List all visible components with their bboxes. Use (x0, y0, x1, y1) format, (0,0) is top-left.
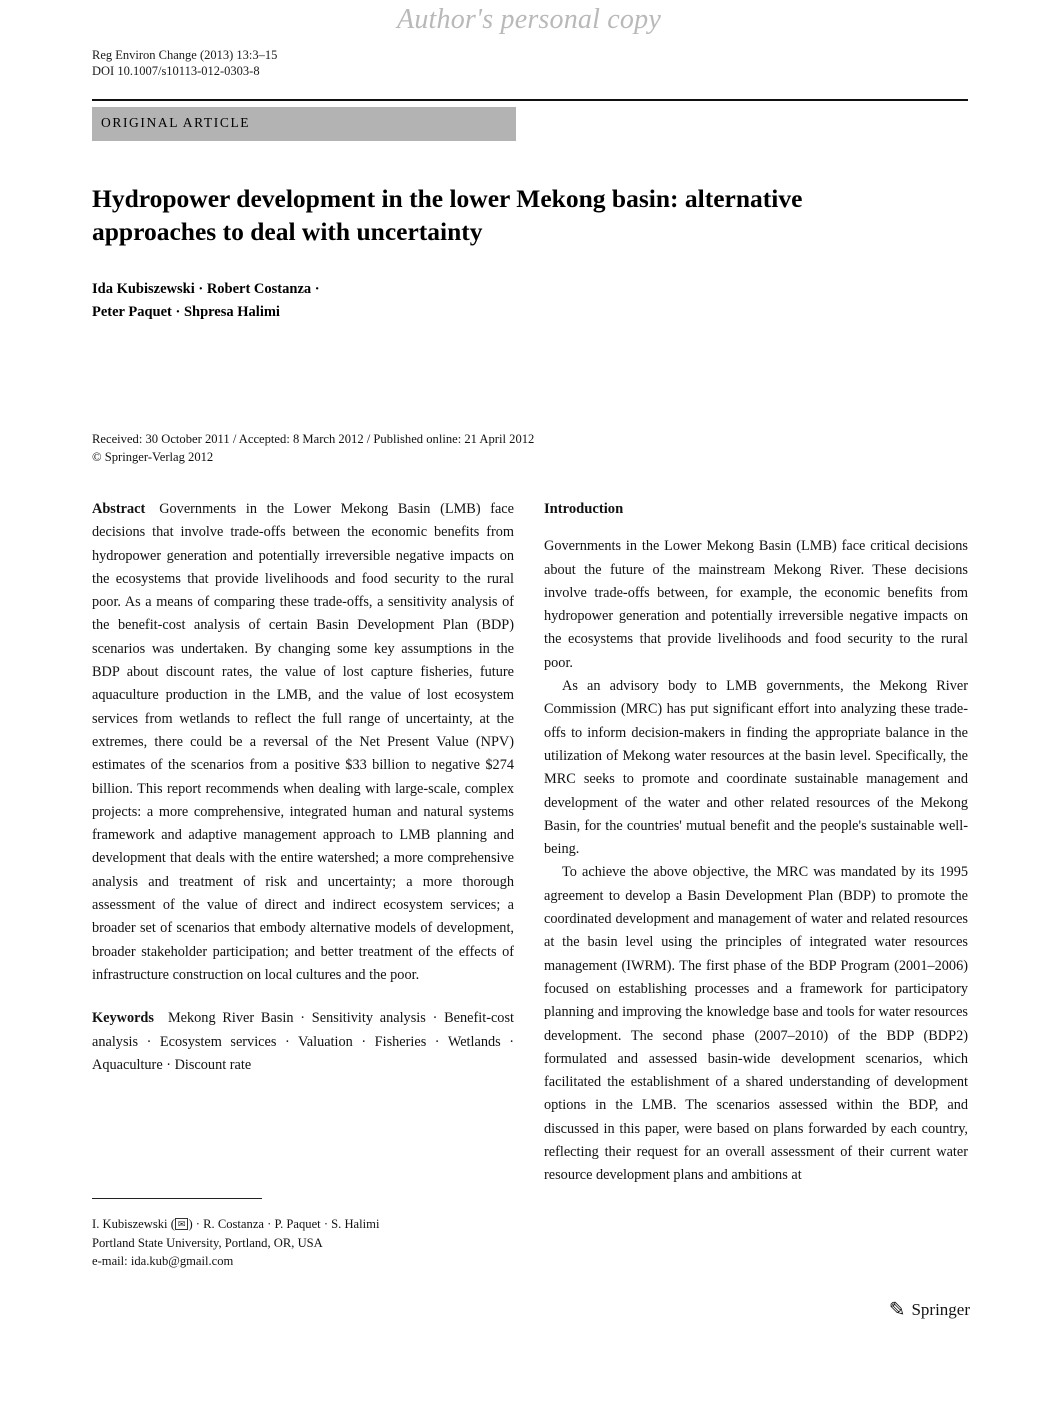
column-right (544, 498, 968, 1188)
article-type-label: ORIGINAL ARTICLE (101, 115, 251, 130)
section-heading-introduction: Introduction (544, 501, 624, 517)
springer-mark-icon: ✎ (888, 1299, 906, 1321)
correspondence-line-end: ) · R. Costanza · P. Paquet · S. Halimi (188, 1217, 380, 1231)
correspondence-line-start: I. Kubiszewski ( (92, 1217, 175, 1231)
journal-doi: DOI 10.1007/s10113-012-0303-8 (92, 64, 260, 78)
abstract-label: Abstract (92, 501, 146, 517)
intro-paragraph-2: As an advisory body to LMB governments, the Mekong River Commission (MRC) has put significant effort into analyzing these trade-offs to inform decision-makers in finding the appropriate balance in the utilization of Mekong water resources at the basin level. Specifically, the MRC seeks to promote and coordinate sustainable management and development of the water and other related resources of the Mekong Basin, for the countries' mutual benefit and the people's sustainable well-being. (544, 678, 968, 858)
keywords-paragraph (92, 1007, 514, 1077)
envelope-icon: ✉ (175, 1218, 189, 1230)
publication-dates: Received: 30 October 2011 / Accepted: 8 March 2012 / Published online: 21 April 2012 (92, 432, 535, 446)
intro-paragraph-3: To achieve the above objective, the MRC was mandated by its 1995 agreement to develop a Basin Development Plan (BDP) to promote the coordinated development and management of water and related resources at the basin level using the principles of integrated water resources management (IWRM). The first phase of the BDP Program (2001–2006) focused on establishing processes and a framework for participatory planning and improving the knowledge base and tools for water resources development. The second phase (2007–2010) of the BDP (BDP2) formulated and assessed basin-wide development scenarios, which facilitated the establishment of a shared understanding of development options in the LMB. The scenarios assessed within the BDP, and discussed in this paper, were based on plans forwarded by each country, reflecting their request for an overall assessment of their current water resource development plans and ambitions at (544, 864, 968, 1184)
author-list (92, 278, 692, 324)
journal-meta (92, 47, 277, 79)
correspondence-authors (92, 1215, 522, 1234)
keywords-label: Keywords (92, 1010, 154, 1027)
copyright-line: © Springer-Verlag 2012 (92, 450, 214, 464)
correspondence-block (92, 1215, 522, 1271)
abstract-text: Governments in the Lower Mekong Basin (LMB) face decisions that involve trade-offs between the economic benefits from hydropower generation and potentially irreversible negative impacts on the ecosystems that provide livelihoods and food security to the rural poor. As a means of comparing these trade-offs, a sensitivity analysis of the benefit-cost analysis of certain Basin Development Plan (BDP) scenarios was undertaken. By changing some key assumptions in the BDP about discount rates, the value of lost capture fisheries, future aquaculture production in the LMB, and the value of lost ecosystem services from wetlands to reflect the full range of uncertainty, at the extremes, there could be a reversal of the Net Present Value (NPV) estimates of the scenarios from a positive $33 billion to negative $274 billion. This report recommends when dealing with large-scale, complex projects: a more comprehensive, integrated human and natural systems framework and adaptive management approach to LMB planning and development that deals with the entire watershed; a more comprehensive analysis and treatment of risk and uncertainty; a more thorough assessment of the value of direct and indirect ecosystem services; a broader set of scenarios that embody alternative models of development, broader stakeholder participation; and better treatment of the effects of infrastructure construction on local cultures and the poor. (92, 501, 514, 983)
watermark-text: Author's personal copy (397, 4, 661, 35)
column-left (92, 498, 514, 1077)
correspondence-affiliation: Portland State University, Portland, OR, USA (92, 1235, 323, 1250)
correspondence-email: e-mail: ida.kub@gmail.com (92, 1254, 234, 1268)
article-type-banner (92, 107, 516, 141)
footnote-divider (92, 1198, 262, 1199)
intro-paragraph-1: Governments in the Lower Mekong Basin (LMB) face critical decisions about the future of the mainstream Mekong River. These decisions involve trade-offs between, for example, the economic benefits from hydropower generation and potentially irreversible negative impacts on the ecosystems that provide livelihoods and food security to the rural poor. (544, 538, 968, 671)
author-line-1: Ida Kubiszewski · Robert Costanza · (92, 281, 320, 297)
page-title: Hydropower development in the lower Mekong basin: alternative approaches to deal with uncertainty (92, 184, 803, 246)
publisher-name: Springer (911, 1300, 970, 1319)
publisher-logo (889, 1300, 970, 1320)
abstract-paragraph (92, 498, 514, 987)
journal-citation: Reg Environ Change (2013) 13:3–15 (92, 48, 278, 62)
keywords-text: Mekong River Basin · Sensitivity analysis · Benefit-cost analysis · Ecosystem services · Valuation · Fisheries · Wetlands · Aquaculture · Discount rate (92, 1010, 514, 1073)
publication-history (92, 430, 812, 466)
author-line-2: Peter Paquet · Shpresa Halimi (92, 304, 280, 320)
header-divider (92, 99, 968, 101)
